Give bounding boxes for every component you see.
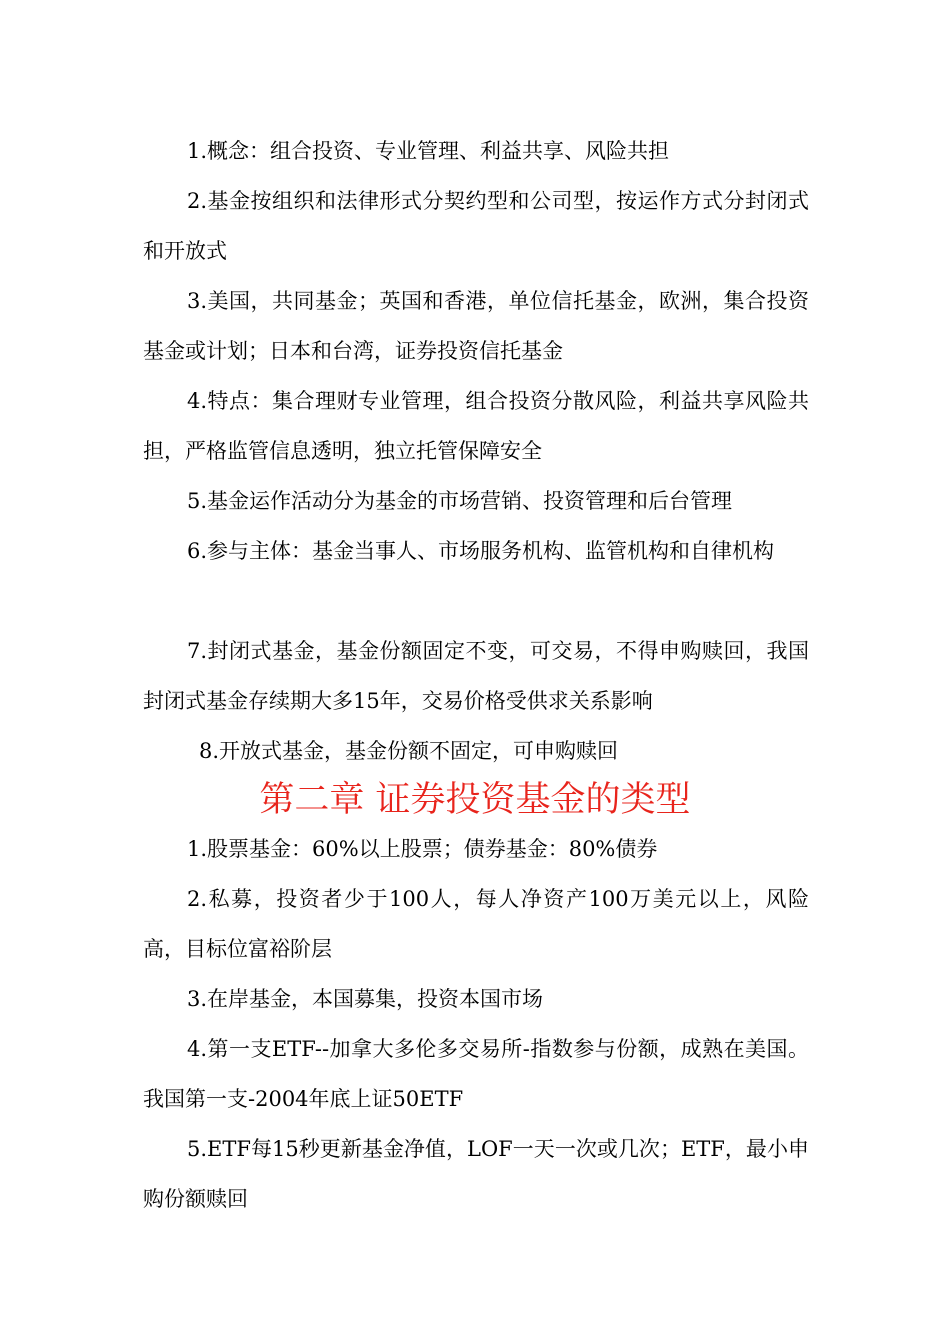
paragraph-item-5: 5.基金运作活动分为基金的市场营销、投资管理和后台管理 — [187, 489, 733, 513]
paragraph-item-4: 4.第一支ETF--加拿大多伦多交易所-指数参与份额，成熟在美国。我国第一支-2004年底上证50ETF — [143, 1037, 809, 1111]
paragraph-item-8: 8.开放式基金，基金份额不固定，可申购赎回 — [199, 739, 619, 763]
paragraph-item-1: 1.股票基金：60%以上股票；债券基金：80%债券 — [187, 837, 658, 861]
paragraph-item-4: 4.特点：集合理财专业管理，组合投资分散风险，利益共享风险共担，严格监管信息透明，独立托管保障安全 — [143, 389, 809, 463]
paragraph-item-5: 5.ETF每15秒更新基金净值，LOF一天一次或几次；ETF，最小申购份额赎回 — [143, 1137, 809, 1211]
paragraph-item-6: 6.参与主体：基金当事人、市场服务机构、监管机构和自律机构 — [187, 539, 775, 563]
paragraph-item-2: 2.私募，投资者少于100人，每人净资产100万美元以上，风险高，目标位富裕阶层 — [143, 887, 809, 961]
paragraph-item-1: 1.概念：组合投资、专业管理、利益共享、风险共担 — [187, 139, 670, 163]
paragraph-item-2: 2.基金按组织和法律形式分契约型和公司型，按运作方式分封闭式和开放式 — [143, 189, 809, 263]
paragraph-item-3: 3.在岸基金，本国募集，投资本国市场 — [187, 987, 544, 1011]
chapter-heading: 第二章 证券投资基金的类型 — [259, 780, 691, 820]
paragraph-item-3: 3.美国，共同基金；英国和香港，单位信托基金，欧洲，集合投资基金或计划；日本和台湾，证券投资信托基金 — [143, 289, 809, 363]
paragraph-item-7: 7.封闭式基金，基金份额固定不变，可交易，不得申购赎回，我国封闭式基金存续期大多15年，交易价格受供求关系影响 — [143, 639, 809, 713]
